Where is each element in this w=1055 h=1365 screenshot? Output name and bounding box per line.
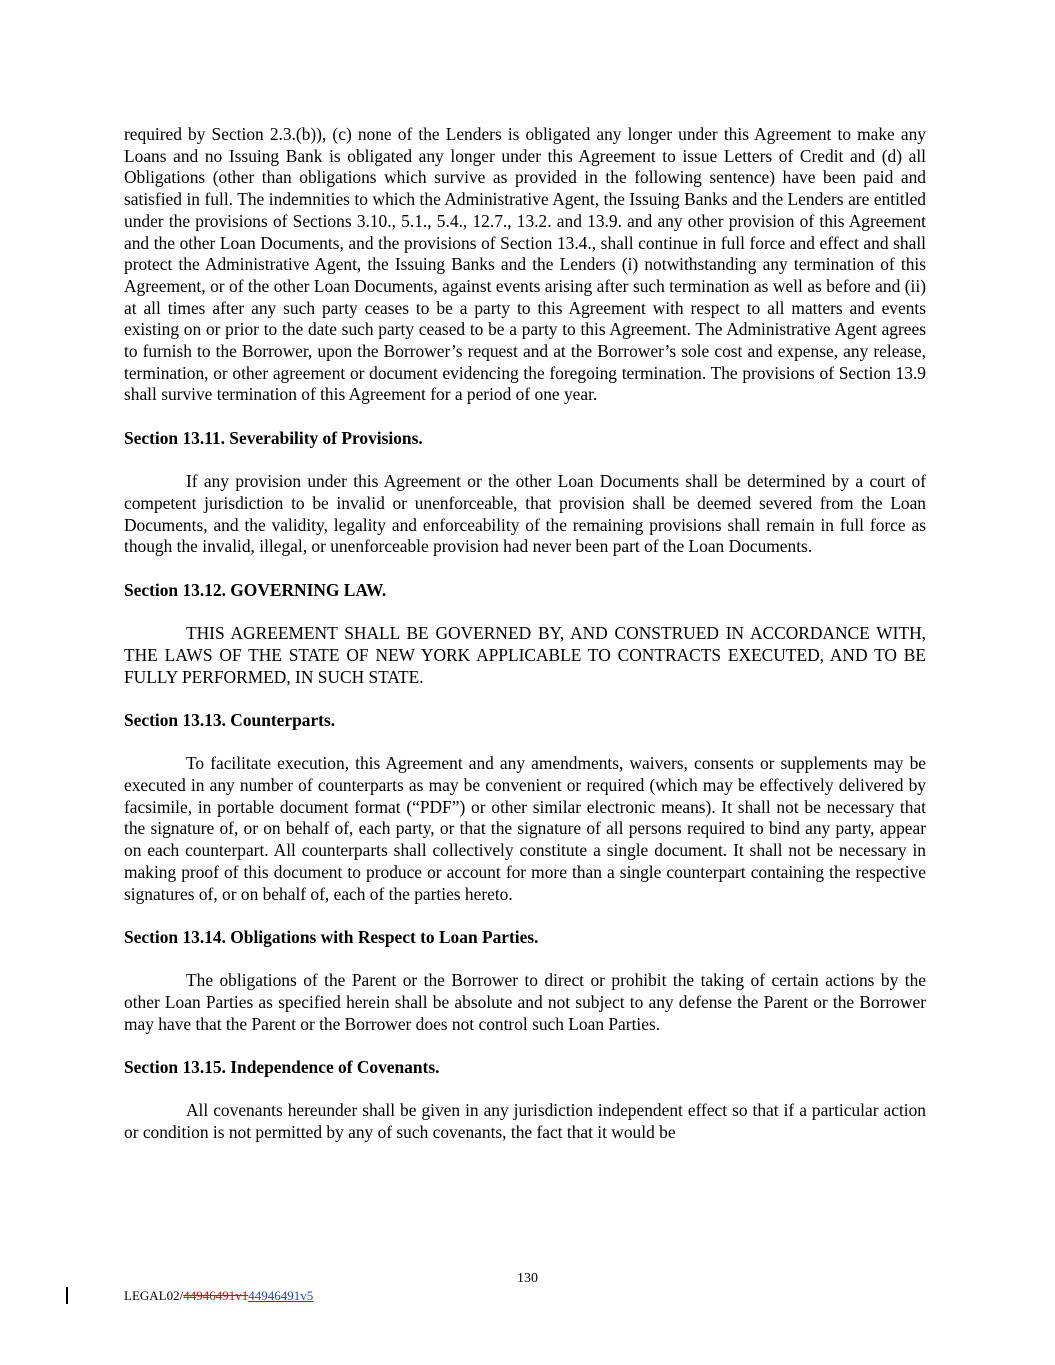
inserted-version: 44946491v5 — [248, 1288, 314, 1303]
doc-prefix: LEGAL02/ — [124, 1288, 184, 1303]
revision-change-bar — [66, 1287, 68, 1304]
deleted-version: 44946491v1 — [183, 1288, 249, 1303]
section-13-11-heading: Section 13.11. Severability of Provisions. — [124, 427, 423, 448]
section-13-14-body: The obligations of the Parent or the Borrower to direct or prohibit the taking of certain actions by the other Loan Parties as specified herein shall be absolute and not subject to any defense the Parent or the Borrower may have that the Parent or the Borrower does not control such Loan Parties. — [124, 970, 926, 1034]
section-13-15-heading: Section 13.15. Independence of Covenants. — [124, 1057, 440, 1078]
section-13-11-body: If any provision under this Agreement or the other Loan Documents shall be determined by a court of competent jurisdiction to be invalid or unenforceable, that provision shall be deemed severed from the Loan Documents, and the validity, legality and enforceability of the remaining provisions shall remain in full force as though the invalid, illegal, or unenforceable provision had never been part of the Loan Documents. — [124, 471, 926, 557]
opening-paragraph: required by Section 2.3.(b)), (c) none of the Lenders is obligated any longer under this Agreement to make any Loans and no Issuing Bank is obligated any longer under this Agreement to issue Letters of Credit and (d) all Obligations (other than obligations which survive as provided in the following sentence) have been paid and satisfied in full. The indemnities to which the Administrative Agent, the Issuing Banks and the Lenders are entitled under the provisions of Sections 3.10., 5.1., 5.4., 12.7., 13.2. and 13.9. and any other provision of this Agreement and the other Loan Documents, and the provisions of Section 13.4., shall continue in full force and effect and shall protect the Administrative Agent, the Issuing Banks and the Lenders (i) notwithstanding any termination of this Agreement, or of the other Loan Documents, against events arising after such termination as well as before and (ii) at all times after any such party ceases to be a party to this Agreement with respect to all matters and events existing on or prior to the date such party ceased to be a party to this Agreement. The Administrative Agent agrees to furnish to the Borrower, upon the Borrower’s request and at the Borrower’s sole cost and expense, any release, termination, or other agreement or document evidencing the foregoing termination. The provisions of Section 13.9 shall survive termination of this Agreement for a period of one year. — [124, 124, 926, 405]
section-13-14-heading: Section 13.14. Obligations with Respect to Loan Parties. — [124, 926, 539, 947]
page-number: 130 — [517, 1271, 538, 1286]
section-13-12-heading: Section 13.12. GOVERNING LAW. — [124, 579, 387, 600]
section-13-13-heading: Section 13.13. Counterparts. — [124, 709, 336, 730]
document-id-footer — [124, 1288, 313, 1304]
section-13-13-body: To facilitate execution, this Agreement and any amendments, waivers, consents or supplements may be executed in any number of counterparts as may be convenient or required (which may be effectively delivered by facsimile, in portable document format (“PDF”) or other similar electronic means). It shall not be necessary that the signature of, or on behalf of, each party, or that the signature of all persons required to bind any party, appear on each counterpart. All counterparts shall collectively constitute a single document. It shall not be necessary in making proof of this document to produce or account for more than a single counterpart containing the respective signatures of, or on behalf of, each of the parties hereto. — [124, 753, 926, 904]
section-13-12-body: THIS AGREEMENT SHALL BE GOVERNED BY, AND CONSTRUED IN ACCORDANCE WITH, THE LAWS OF THE STATE OF NEW YORK APPLICABLE TO CONTRACTS EXECUTED, AND TO BE FULLY PERFORMED, IN SUCH STATE. — [124, 623, 926, 687]
document-body — [124, 124, 926, 1166]
section-13-15-body: All covenants hereunder shall be given in any jurisdiction independent effect so that if a particular action or condition is not permitted by any of such covenants, the fact that it would be — [124, 1100, 926, 1143]
